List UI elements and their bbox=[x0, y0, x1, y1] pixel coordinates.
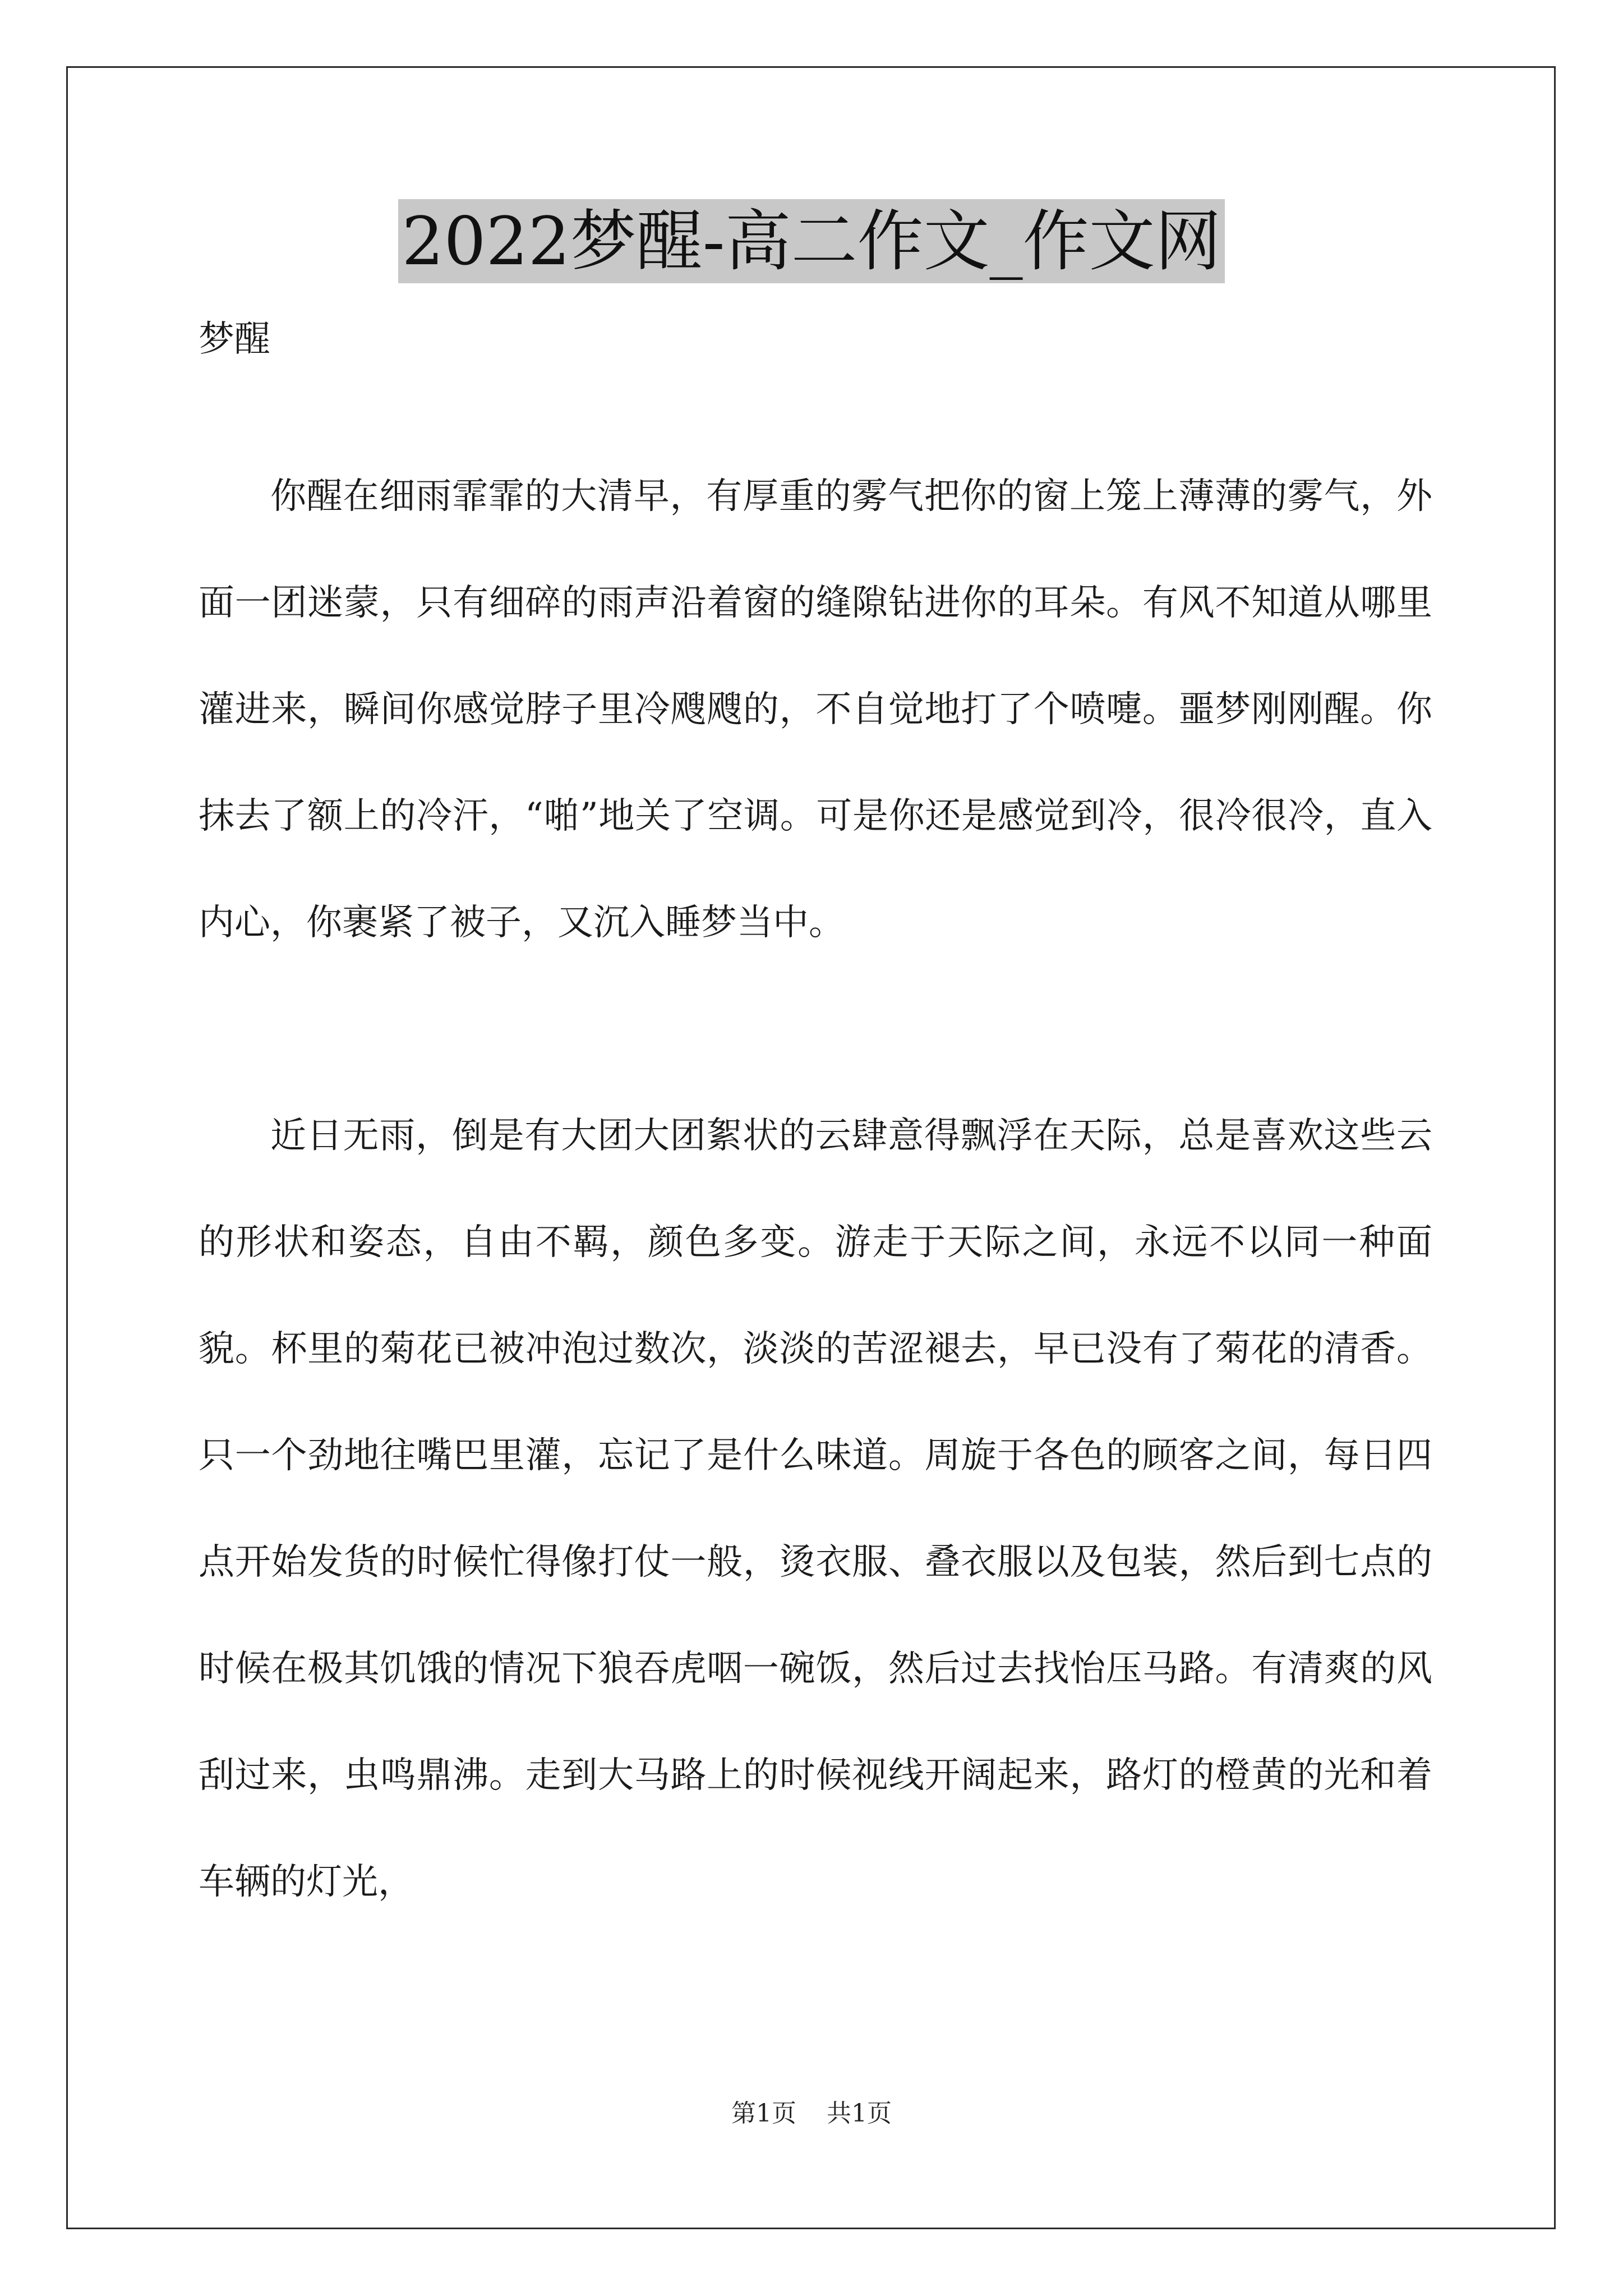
page-number-current: 第1页 bbox=[731, 2099, 796, 2128]
page-footer bbox=[0, 2097, 1623, 2131]
document-subtitle: 梦醒 bbox=[199, 319, 270, 360]
title-container bbox=[0, 199, 1623, 283]
paragraph: 你醒在细雨霏霏的大清早，有厚重的雾气把你的窗上笼上薄薄的雾气，外面一团迷蒙，只有细碎的雨声沿着窗的缝隙钻进你的耳朵。有风不知道从哪里灌进来，瞬间你感觉脖子里冷飕飕的，不自觉地打了个喷嚏。噩梦刚刚醒。你抹去了额上的冷汗，“啪”地关了空调。可是你还是感觉到冷，很冷很冷，直入内心，你裹紧了被子，又沉入睡梦当中。 bbox=[199, 476, 1432, 944]
document-title: 2022梦醒-高二作文_作文网 bbox=[398, 199, 1224, 283]
paragraph: 近日无雨，倒是有大团大团絮状的云肆意得飘浮在天际，总是喜欢这些云的形状和姿态，自由不羁，颜色多变。游走于天际之间，永远不以同一种面貌。杯里的菊花已被冲泡过数次，淡淡的苦涩褪去，早已没有了菊花的清香。只一个劲地往嘴巴里灌，忘记了是什么味道。周旋于各色的顾客之间，每日四点开始发货的时候忙得像打仗一般，烫衣服、叠衣服以及包装，然后到七点的时候在极其饥饿的情况下狼吞虎咽一碗饭，然后过去找怡压马路。有清爽的风刮过来，虫鸣鼎沸。走到大马路上的时候视线开阔起来，路灯的橙黄的光和着车辆的灯光， bbox=[199, 1115, 1432, 1903]
page-number-total: 共1页 bbox=[827, 2099, 892, 2128]
document-body bbox=[199, 443, 1432, 1935]
